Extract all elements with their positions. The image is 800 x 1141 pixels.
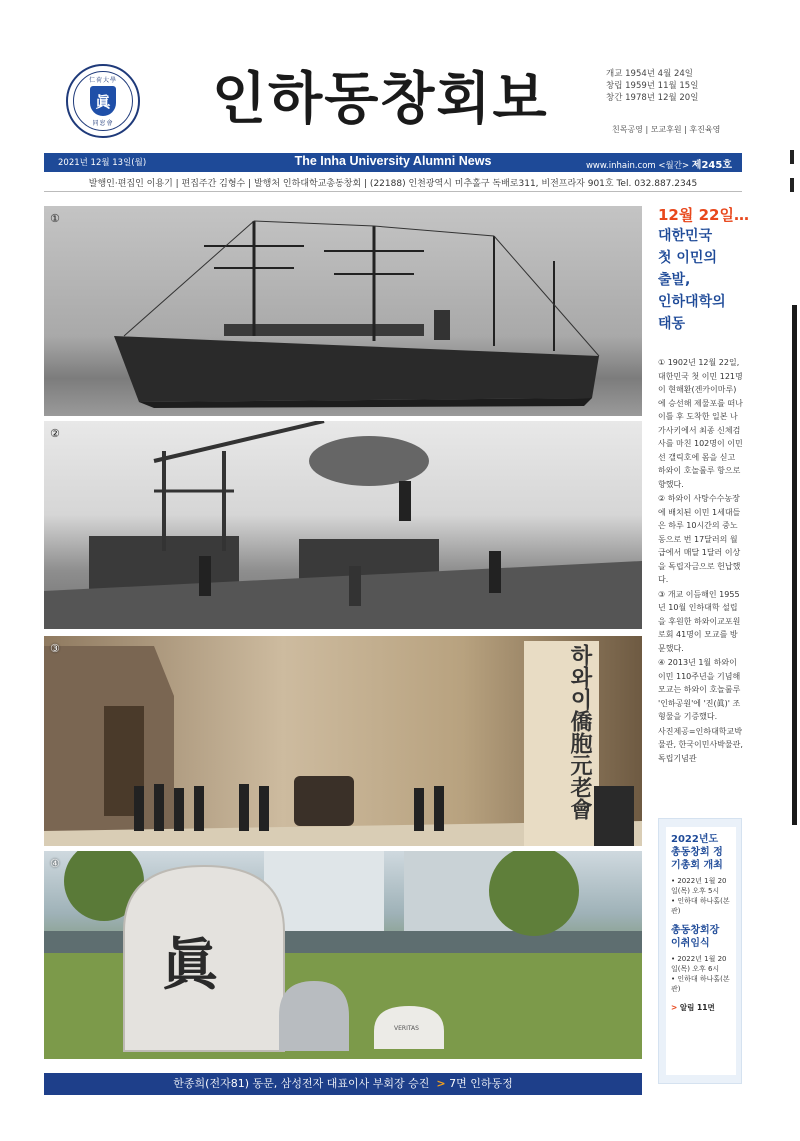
issue-site-number — [586, 156, 732, 171]
headline-line: 인하대학의 — [658, 294, 726, 310]
photo-captions — [658, 356, 744, 766]
logo-glyph: 眞 — [95, 92, 111, 111]
page-edge-mark — [792, 305, 797, 825]
headline-line: 첫 이민의 — [658, 250, 717, 266]
tagline: 친목공영 | 모교후원 | 후진육영 — [612, 125, 721, 134]
headline-date: 12월 22일… — [658, 206, 749, 224]
event-detail: • 2022년 1월 20일(목) 오후 5시 — [671, 877, 727, 895]
headline — [658, 205, 748, 335]
publication-info — [606, 68, 698, 104]
website-link[interactable]: www.inhain.com <월간> — [585, 161, 690, 171]
banner-headline: 한종희(전자81) 동문, 삼성전자 대표이사 부회장 승진 — [173, 1077, 430, 1090]
logo-bottom-text: 同窓會 — [92, 120, 114, 127]
event-title: 총동창회장 이취임식 — [671, 925, 720, 949]
publisher-credits: 발행인·편집인 이용기 | 편집주간 김형수 | 발행처 인하대학교총동창회 | (22188) 인천광역시 미추홀구 독배로311, 비전프라자 901호 Tel. 032.887.2345 — [44, 176, 742, 192]
arrow-icon: > — [671, 1003, 678, 1012]
photo-number: ① — [50, 212, 60, 225]
photo-veritas-stone — [44, 851, 642, 1059]
headline-line: 대한민국 — [658, 228, 713, 244]
event-title: 2022년도 총동창회 정기총회 개최 — [671, 834, 723, 871]
photo-number: ③ — [50, 642, 60, 655]
pubinfo-line: 창립 1959년 11월 15일 — [606, 81, 699, 91]
photo-credit: 사진제공=인하대학교박물관, 한국이민사박물관, 독립기념관 — [658, 726, 743, 763]
headline-line: 출발, — [658, 272, 691, 288]
pubinfo-line: 창간 1978년 12월 20일 — [606, 93, 699, 103]
headline-line: 태동 — [658, 316, 686, 332]
see-more-link[interactable] — [671, 1002, 731, 1013]
pubinfo-line: 개교 1954년 4월 24일 — [606, 69, 694, 79]
caption-paragraph: ④ 2013년 1월 하와이이민 110주년을 기념해 모교는 하와이 호놀룰루 '인하공원'에 '진(眞)' 조형물을 기증했다. — [658, 658, 741, 721]
caption-paragraph: ② 하와이 사탕수수농장에 배치된 이민 1세대들은 하루 10시간의 중노동으로 번 17달러의 월급에서 매달 1달러 이상을 독립자금으로 헌납했다. — [658, 494, 741, 584]
event-detail: • 인하대 하나홀(본관) — [671, 897, 730, 915]
photo-sugarcane-field — [44, 421, 642, 629]
caption-paragraph: ① 1902년 12월 22일, 대한민국 첫 이민 121명이 현해환(겐카이마루)에 승선해 제물포를 떠나 이틀 후 도착한 일본 나가사키에서 최종 신체검사를 마친 102명이 이민선 갤릭호에 몸을 싣고 하와이 호놀룰루 항으로 향했다. — [658, 358, 743, 489]
photo-ship — [44, 206, 642, 416]
see-more-label: 알림 11면 — [679, 1003, 715, 1012]
event-detail: • 2022년 1월 20일(목) 오후 6시 — [671, 955, 727, 973]
newspaper-english-name: The Inha University Alumni News — [294, 154, 492, 168]
event-notice-inner — [666, 827, 736, 1075]
page-edge-mark — [790, 178, 794, 192]
monument-text: 하와이僑胞元老會 — [567, 644, 593, 820]
park-illustration — [44, 851, 642, 1059]
university-logo — [66, 64, 140, 138]
ship-illustration — [44, 206, 642, 416]
photo-number: ④ — [50, 857, 60, 870]
masthead-title: 인하동창회보 — [212, 67, 549, 132]
event-detail: • 인하대 하나홀(본관) — [671, 975, 730, 993]
photo-visitors-monument — [44, 636, 642, 846]
field-illustration — [44, 421, 642, 629]
caption-paragraph: ③ 개교 이듬해인 1955년 10월 인하대학 설립을 후원한 하와이교포원로회 41명이 모교를 방문했다. — [658, 589, 741, 653]
photo-number: ② — [50, 427, 60, 440]
banner-page-link[interactable]: 7면 인하동정 — [449, 1077, 513, 1090]
arrow-icon: > — [436, 1077, 446, 1090]
small-stone-text: VERITAS — [394, 1025, 419, 1032]
logo-top-text: 仁荷大學 — [88, 77, 117, 84]
issue-bar — [44, 153, 742, 172]
issue-date: 2021년 12월 13일(월) — [58, 158, 147, 168]
bottom-news-banner[interactable] — [44, 1073, 642, 1095]
event-notice-box — [658, 818, 742, 1084]
page-edge-mark — [790, 150, 794, 164]
logo-seal — [73, 71, 133, 131]
shield-icon — [90, 86, 116, 116]
issue-number: 제245호 — [691, 160, 732, 171]
stone-glyph: 眞 — [162, 932, 218, 998]
